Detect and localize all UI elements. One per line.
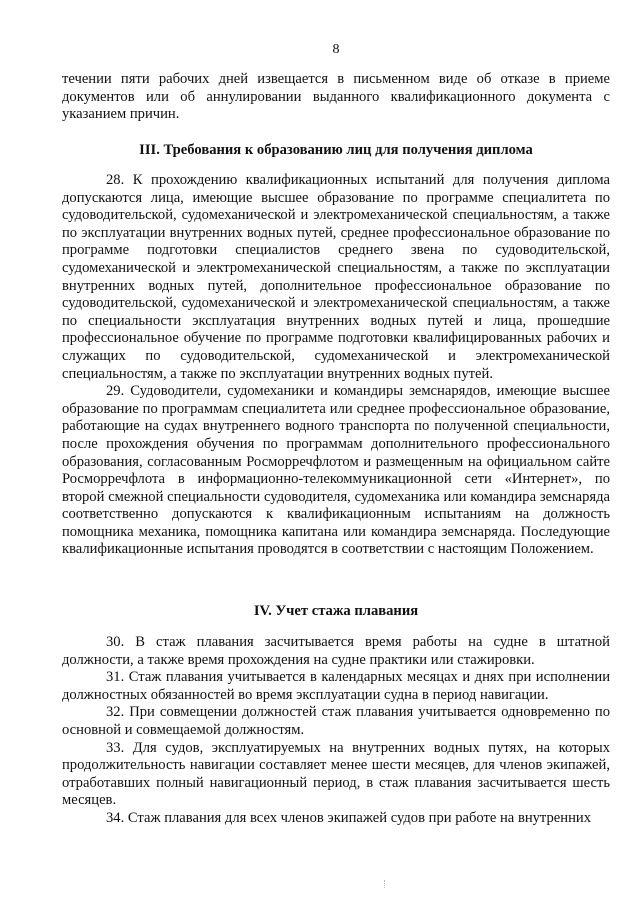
section-3-body bbox=[62, 172, 610, 559]
paragraph-33: 33. Для судов, эксплуатируемых на внутренних водных путях, на которых продолжительность навигации составляет менее шести месяцев, для членов экипажей, отработавших полный навигационный период, в стаж плавания засчитывается шесть месяцев. bbox=[62, 739, 610, 809]
paragraph-32: 32. При совмещении должностей стаж плавания учитывается одновременно по основной и совмещаемой должностям. bbox=[62, 704, 610, 738]
paragraph-28: 28. К прохождению квалификационных испытаний для получения диплома допускаются лица, имеющие высшее образование по программе специалитета по судоводительской, судомеханической и электромеханической специальностям, а также по эксплуатации внутренних водных путей, среднее профессиональное образование по программе подготовки специалистов среднего звена по судоводительской, судомеханической и электромеханической специальностям, а также по эксплуатации внутренних водных путей, дополнительное профессиональное образование по судоводительской, судомеханической и электромеханической специальностям, а также по специальности эксплуатация внутренних водных путей и лица, прошедшие профессиональное обучение по программе подготовки квалифицированных рабочих и служащих по судоводительской, судомеханической и электромеханической специальностям, а также по эксплуатации внутренних водных путей. bbox=[62, 172, 610, 382]
paragraph-30: 30. В стаж плавания засчитывается время работы на судне в штатной должности, а также время прохождения на судне практики или стажировки. bbox=[62, 634, 610, 668]
continuation-block bbox=[62, 71, 610, 124]
paragraph-34: 34. Стаж плавания для всех членов экипажей судов при работе на внутренних bbox=[106, 809, 591, 826]
section-4-heading: IV. Учет стажа плавания bbox=[253, 603, 419, 619]
paragraph-31: 31. Стаж плавания учитывается в календарных месяцах и днях при исполнении должностных обязанностей во время эксплуатации судна в период навигации. bbox=[62, 669, 610, 703]
section-3-heading: III. Требования к образованию лиц для получения диплома bbox=[139, 142, 533, 158]
page-number: 8 bbox=[332, 42, 340, 57]
section-4-body bbox=[62, 634, 610, 828]
paragraph-29: 29. Судоводители, судомеханики и командиры земснарядов, имеющие высшее образование по программам специалитета или среднее профессиональное образование, работающие на судах внутреннего водного транспорта по полученной специальности, после прохождения обучения по программам дополнительного профессионального образования, согласованным Росморречфлотом и размещенным на официальном сайте Росморречфлота в информационно-телекоммуникационной сети «Интернет», по второй смежной специальности судоводителя, судомеханика или командира земснаряда соответственно допускаются к квалификационным испытаниям на должность помощника механика, помощника капитана или командира земснаряда. Последующие квалификационные испытания проводятся в соответствии с настоящим Положением. bbox=[62, 383, 610, 558]
continuation-paragraph: течении пяти рабочих дней извещается в письменном виде об отказе в приеме документов или об аннулировании выданного квалификационного документа с указанием причин. bbox=[62, 71, 610, 123]
scan-mark bbox=[384, 880, 386, 888]
